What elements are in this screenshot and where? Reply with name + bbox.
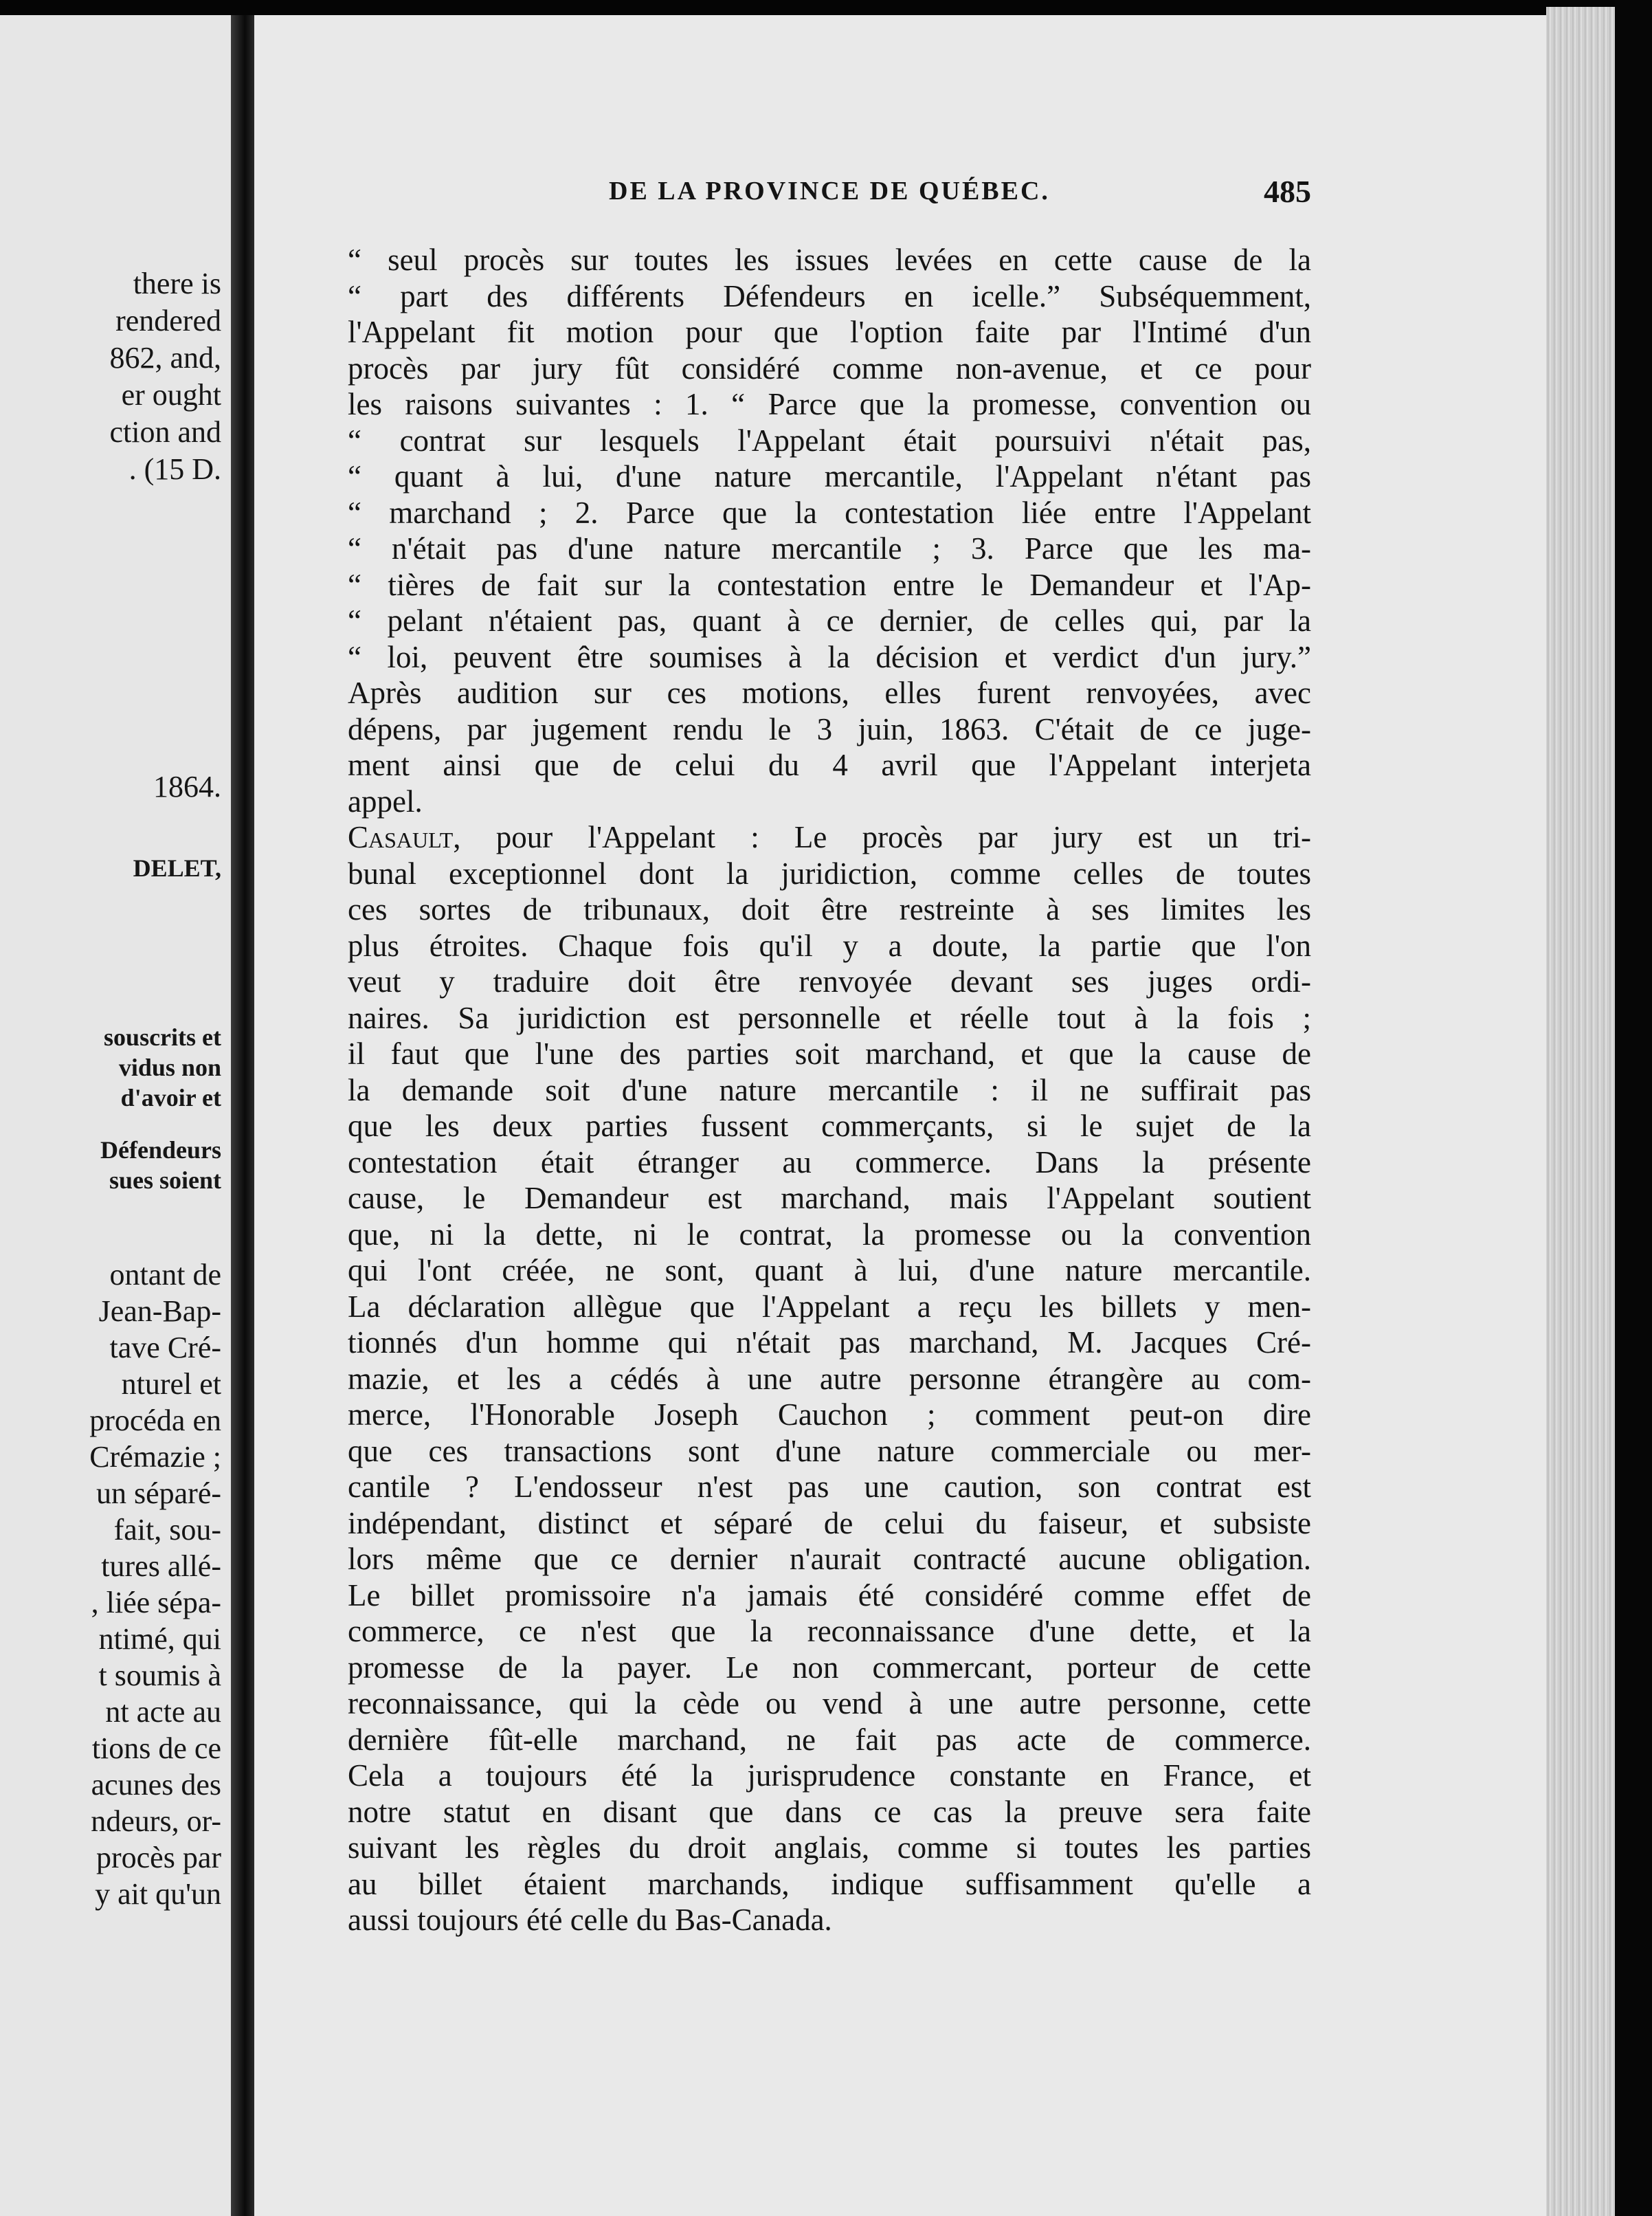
text-line: notre statut en disant que dans ce cas la preuve sera faite: [348, 1794, 1311, 1829]
text-line: ment ainsi que de celui du 4 avril que l'Appelant interjeta: [348, 748, 1311, 782]
left-page-date: 1864.: [153, 770, 221, 804]
left-page-line: rendered: [115, 304, 221, 337]
left-page-line: Défendeurs: [100, 1136, 221, 1164]
left-page-line: Crémazie ;: [89, 1440, 221, 1474]
paragraph-casault: [348, 819, 1311, 1938]
left-page-line: acunes des: [91, 1768, 221, 1802]
left-page-line: , liée sépa-: [91, 1586, 221, 1619]
text-line: suivant les règles du droit anglais, comme si toutes les parties: [348, 1830, 1311, 1865]
text-line: que, ni la dette, ni le contrat, la promesse ou la convention: [348, 1217, 1311, 1252]
page-header-title: DE LA PROVINCE DE QUÉBEC.: [609, 177, 1050, 206]
text-line: “ part des différents Défendeurs en icelle.” Subséquemment,: [348, 278, 1311, 313]
text-line: ces sortes de tribunaux, doit être restreinte à ses limites les: [348, 892, 1311, 927]
left-page-line: ntimé, qui: [98, 1622, 221, 1656]
text-line: bunal exceptionnel dont la juridiction, comme celles de toutes: [348, 856, 1311, 891]
text-line: cantile ? L'endosseur n'est pas une caution, son contrat est: [348, 1470, 1311, 1504]
text-line: dépens, par jugement rendu le 3 juin, 1863. C'était de ce juge-: [348, 711, 1311, 746]
left-page-line: tave Cré-: [109, 1331, 221, 1364]
left-page-line: d'avoir et: [120, 1084, 221, 1111]
left-page-line: souscrits et: [104, 1023, 221, 1051]
left-page-line: er ought: [121, 378, 221, 412]
left-page-line: ndeurs, or-: [91, 1804, 221, 1838]
left-page-line: y ait qu'un: [95, 1877, 221, 1911]
text-line: merce, l'Honorable Joseph Cauchon ; comment peut-on dire: [348, 1397, 1311, 1432]
text-line: que les deux parties fussent commerçants, si le sujet de la: [348, 1109, 1311, 1143]
text-line: l'Appelant fit motion pour que l'option faite par l'Intimé d'un: [348, 315, 1311, 349]
left-page-line: un séparé-: [96, 1476, 221, 1510]
running-header: [355, 170, 1317, 219]
text-line: mazie, et les a cédés à une autre personne étrangère au com-: [348, 1361, 1311, 1396]
text-line: Après audition sur ces motions, elles furent renvoyées, avec: [348, 676, 1311, 710]
left-page-line: there is: [133, 267, 221, 300]
text-line: commerce, ce n'est que la reconnaissance d'une dette, et la: [348, 1614, 1311, 1648]
casault-first-line-text: pour l'Appelant : Le procès par jury est un tri-: [460, 820, 1311, 854]
text-line: “ seul procès sur toutes les issues levées en cette cause de la: [348, 243, 1311, 277]
body-text: [348, 242, 1311, 1938]
left-page-line: procéda en: [89, 1404, 221, 1437]
text-line: “ n'était pas d'une nature mercantile ; 3. Parce que les ma-: [348, 531, 1311, 566]
text-line: “ loi, peuvent être soumises à la décision et verdict d'un jury.”: [348, 639, 1311, 674]
left-page-line: nt acte au: [105, 1695, 221, 1729]
left-page-line: ontant de: [109, 1258, 221, 1292]
text-line: Le billet promissoire n'a jamais été considéré comme effet de: [348, 1577, 1311, 1613]
text-line: il faut que l'une des parties soit marchand, et que la cause de: [348, 1037, 1311, 1071]
page-number: 485: [1264, 174, 1311, 209]
text-line: indépendant, distinct et séparé de celui du faiseur, et subsiste: [348, 1505, 1311, 1540]
left-page-name: DELET,: [133, 854, 221, 882]
left-page-line: fait, sou-: [113, 1513, 221, 1547]
text-line: promesse de la payer. Le non commercant, porteur de cette: [348, 1650, 1311, 1685]
book-gutter: [231, 15, 254, 2216]
text-line: naires. Sa juridiction est personnelle et réelle tout à la fois ;: [348, 1000, 1311, 1035]
left-page-line: nturel et: [121, 1367, 221, 1401]
text-line: que ces transactions sont d'une nature commerciale ou mer-: [348, 1433, 1311, 1468]
left-page-line: vidus non: [118, 1054, 221, 1081]
text-line: la demande soit d'une nature mercantile : il ne suffirait pas: [348, 1072, 1311, 1107]
text-line: “ contrat sur lesquels l'Appelant était poursuivi n'était pas,: [348, 423, 1311, 458]
left-page-line: sues soient: [109, 1166, 221, 1194]
text-line: cause, le Demandeur est marchand, mais l'Appelant soutient: [348, 1181, 1311, 1215]
text-line: La déclaration allègue que l'Appelant a reçu les billets y men-: [348, 1289, 1311, 1324]
text-line: procès par jury fût considéré comme non-avenue, et ce pour: [348, 351, 1311, 386]
text-line: plus étroites. Chaque fois qu'il y a doute, la partie que l'on: [348, 928, 1311, 963]
text-line: lors même que ce dernier n'aurait contracté aucune obligation.: [348, 1542, 1311, 1576]
left-page-line: procès par: [96, 1841, 221, 1874]
left-page-line: ction and: [109, 415, 221, 449]
text-line: “ marchand ; 2. Parce que la contestation liée entre l'Appelant: [348, 495, 1311, 530]
left-page-line: Jean-Bap-: [98, 1294, 221, 1328]
paragraph-procedure: [348, 242, 1311, 819]
text-line: dernière fût-elle marchand, ne fait pas acte de commerce.: [348, 1722, 1311, 1757]
left-page-line: tures allé-: [101, 1549, 221, 1583]
text-line: contestation était étranger au commerce. Dans la présente: [348, 1144, 1311, 1179]
casault-first-line: [348, 819, 1311, 856]
scan-top-border: [0, 0, 1652, 15]
left-page-fragment: [0, 15, 231, 2216]
text-line: “ quant à lui, d'une nature mercantile, l'Appelant n'étant pas: [348, 459, 1311, 494]
text-line: qui l'ont créée, ne sont, quant à lui, d'une nature mercantile.: [348, 1253, 1311, 1287]
text-line: “ tières de fait sur la contestation entre le Demandeur et l'Ap-: [348, 567, 1311, 602]
text-line: tionnés d'un homme qui n'était pas marchand, M. Jacques Cré-: [348, 1325, 1311, 1360]
text-line: veut y traduire doit être renvoyée devant ses juges ordi-: [348, 964, 1311, 999]
text-line: reconnaissance, qui la cède ou vend à une autre personne, cette: [348, 1686, 1311, 1720]
left-page-line: . (15 D.: [129, 452, 221, 486]
text-line: “ pelant n'étaient pas, quant à ce dernier, de celles qui, par la: [348, 603, 1311, 638]
left-page-line: tions de ce: [91, 1731, 221, 1765]
text-line: Cela a toujours été la jurisprudence constante en France, et: [348, 1758, 1311, 1793]
text-line: au billet étaient marchands, indique suffisamment qu'elle a: [348, 1866, 1311, 1901]
casault-name: Casault,: [348, 820, 461, 854]
left-page-line: t soumis à: [98, 1659, 221, 1692]
page-stack-edge: [1546, 7, 1615, 2216]
text-line: aussi toujours été celle du Bas-Canada.: [348, 1903, 832, 1937]
left-page-line: 862, and,: [109, 341, 221, 375]
scan-right-border: [1615, 0, 1652, 2216]
text-line: appel.: [348, 784, 423, 819]
text-line: les raisons suivantes : 1. “ Parce que la promesse, convention ou: [348, 387, 1311, 421]
